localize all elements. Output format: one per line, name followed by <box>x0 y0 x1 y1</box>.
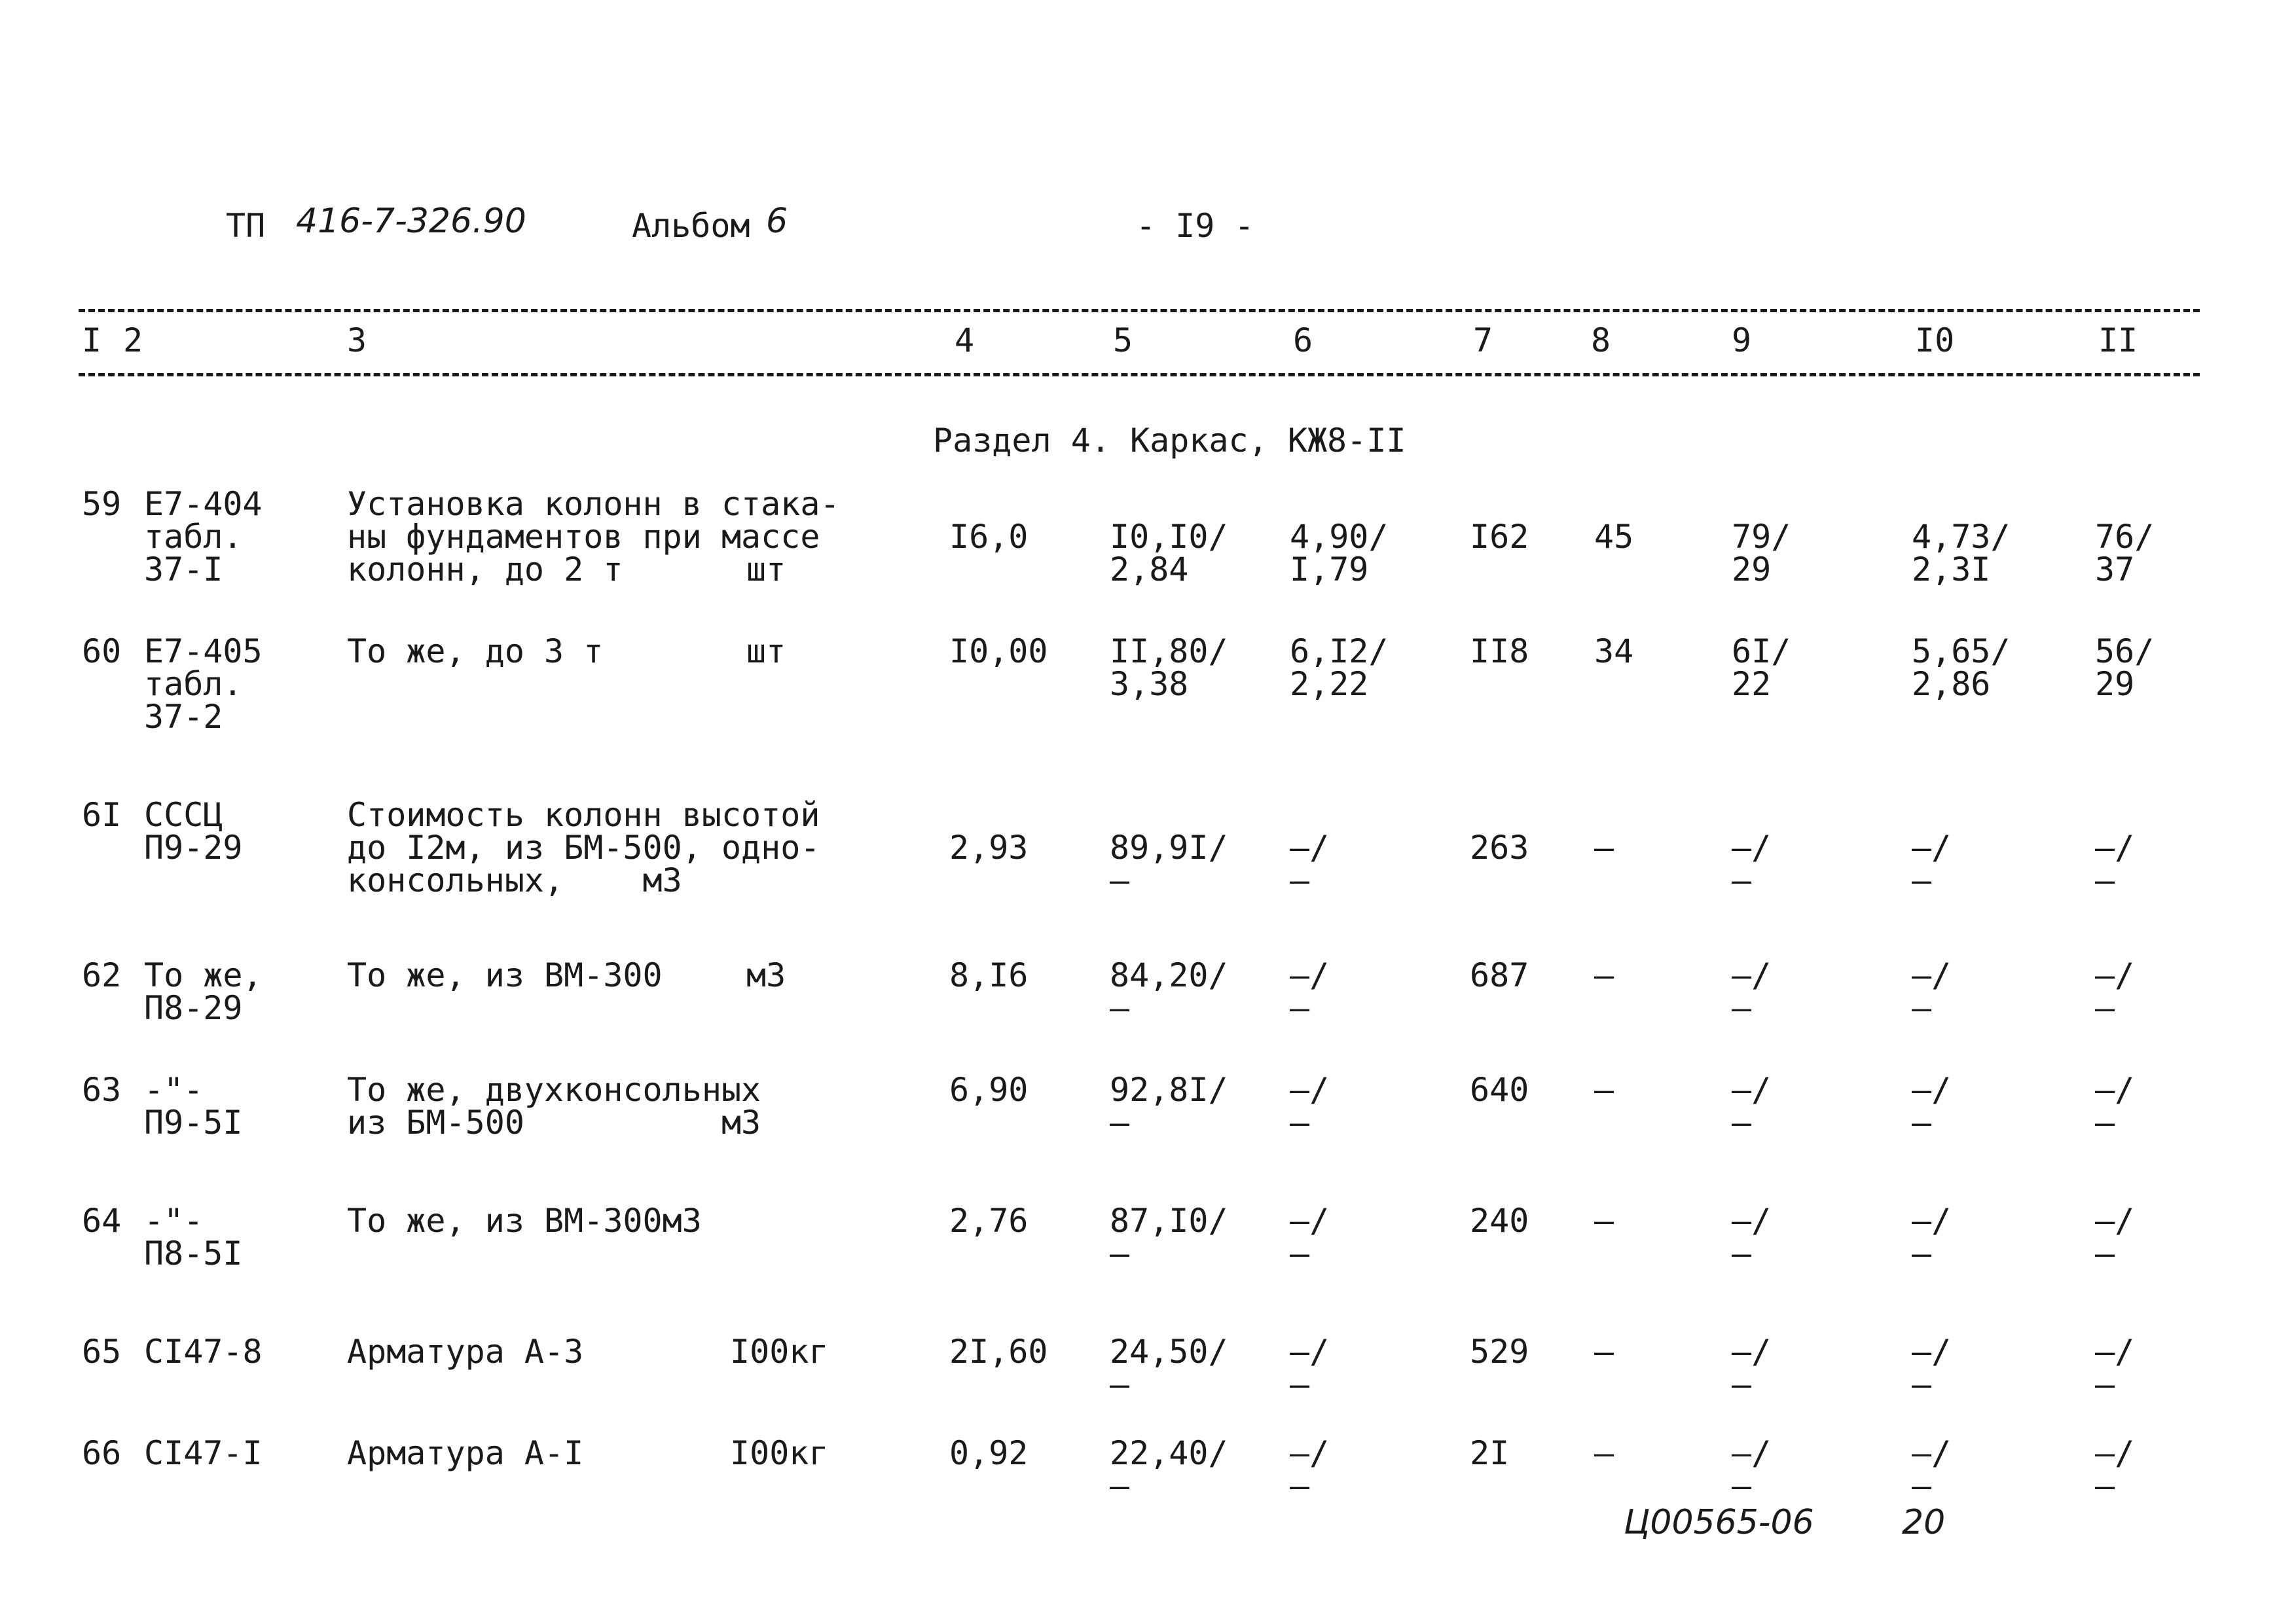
col-header-5: 5 <box>1113 321 1133 359</box>
row-col8: – <box>1594 1333 1614 1371</box>
row-col7: II8 <box>1470 632 1529 670</box>
row-code-line: СССЦ <box>144 796 223 834</box>
row-col9 <box>1732 956 1772 1027</box>
row-col11 <box>2095 831 2134 897</box>
row-col5-numerator: II,80/ <box>1110 632 1228 670</box>
row-col11 <box>2095 1071 2135 1142</box>
row-col11-numerator: –/ <box>2095 829 2135 867</box>
row-col11-numerator: –/ <box>2095 1434 2135 1472</box>
row-quantity: I6,0 <box>949 518 1029 556</box>
row-code-line: Е7-404 <box>144 485 263 523</box>
row-col7: 2I <box>1470 1434 1510 1472</box>
row-col11-denominator: – <box>2095 861 2115 899</box>
row-code-line: То же, <box>144 956 263 994</box>
row-description-line: То же, до 3 т <box>347 632 604 670</box>
row-col5-denominator: – <box>1110 1104 1130 1142</box>
row-col9-numerator: 79/ <box>1732 518 1791 556</box>
row-col10-denominator: – <box>1912 1365 1932 1403</box>
row-col10-numerator: 4,73/ <box>1912 518 2011 556</box>
row-col11-denominator: 29 <box>2095 665 2135 703</box>
row-col5-numerator: I0,I0/ <box>1110 518 1228 556</box>
col-header-8: 8 <box>1591 321 1611 359</box>
row-col9 <box>1732 1335 1771 1401</box>
row-col6-numerator: –/ <box>1290 1202 1330 1240</box>
row-col9-denominator: 29 <box>1732 550 1772 588</box>
row-unit: I00кг <box>730 1333 829 1371</box>
row-description <box>347 796 820 899</box>
row-col9-denominator: – <box>1732 1104 1752 1142</box>
row-col11-numerator: –/ <box>2095 1071 2135 1109</box>
col-header-1: I <box>82 321 102 359</box>
row-unit: м3 <box>746 956 786 994</box>
row-col8: – <box>1594 1434 1614 1472</box>
row-col5 <box>1110 831 1228 897</box>
row-col6 <box>1290 1434 1330 1505</box>
row-col7: I62 <box>1470 518 1529 556</box>
row-col11-numerator: –/ <box>2095 1202 2135 1240</box>
col-header-11: II <box>2098 321 2138 359</box>
row-col8: – <box>1594 1071 1614 1109</box>
row-col9-numerator: –/ <box>1732 1071 1772 1109</box>
row-col10 <box>1912 956 1952 1027</box>
sheet-number: 20 <box>1902 1503 1946 1542</box>
row-col5-denominator: – <box>1110 1235 1130 1272</box>
row-col10-denominator: – <box>1912 861 1932 899</box>
row-col6-denominator: – <box>1290 1104 1310 1142</box>
row-quantity: 2,76 <box>949 1202 1029 1240</box>
row-col10 <box>1912 632 2011 703</box>
row-col10-numerator: 5,65/ <box>1912 632 2011 670</box>
row-col9-numerator: –/ <box>1732 956 1772 994</box>
row-col6-denominator: – <box>1290 1365 1310 1403</box>
row-col10-numerator: –/ <box>1912 1333 1952 1371</box>
row-col9-numerator: 6I/ <box>1732 632 1791 670</box>
row-col6-denominator: – <box>1290 989 1310 1027</box>
row-col9 <box>1732 1071 1772 1142</box>
row-code-line: П8-29 <box>144 989 243 1027</box>
row-col11-numerator: –/ <box>2095 956 2135 994</box>
row-col11-denominator: 37 <box>2095 550 2135 588</box>
row-col10-numerator: –/ <box>1912 1202 1952 1240</box>
row-code <box>144 1071 243 1142</box>
row-col6-numerator: –/ <box>1290 1333 1330 1371</box>
row-code-line: 37-2 <box>144 698 223 736</box>
row-col9-numerator: –/ <box>1732 829 1772 867</box>
row-number: 65 <box>82 1333 122 1371</box>
row-col7: 240 <box>1470 1202 1529 1240</box>
row-description-line: колонн, до 2 т <box>347 550 623 588</box>
row-col6 <box>1290 831 1329 897</box>
row-col9-numerator: –/ <box>1732 1202 1772 1240</box>
row-col8: – <box>1594 829 1614 867</box>
row-col11 <box>2095 1204 2134 1270</box>
row-col6 <box>1290 520 1389 586</box>
row-col11-denominator: – <box>2095 989 2115 1027</box>
row-col10-numerator: –/ <box>1912 956 1952 994</box>
row-col5-numerator: 92,8I/ <box>1110 1071 1228 1109</box>
row-col8: – <box>1594 1202 1614 1240</box>
row-code <box>144 796 243 867</box>
row-col11-numerator: 56/ <box>2095 632 2155 670</box>
row-col5-numerator: 89,9I/ <box>1110 829 1228 867</box>
row-col9-denominator: – <box>1732 989 1752 1027</box>
row-col9-numerator: –/ <box>1732 1434 1772 1472</box>
col-header-9: 9 <box>1732 321 1752 359</box>
row-description <box>347 956 663 994</box>
row-description-line: из БМ-500 м3 <box>347 1104 761 1142</box>
row-col11 <box>2095 1335 2134 1401</box>
row-col6-denominator: I,79 <box>1290 550 1369 588</box>
row-quantity: 0,92 <box>949 1434 1029 1472</box>
row-col10-denominator: – <box>1912 989 1932 1027</box>
row-col8: – <box>1594 956 1614 994</box>
row-col5-denominator: 2,84 <box>1110 550 1189 588</box>
col-header-6: 6 <box>1293 321 1313 359</box>
row-col10-numerator: –/ <box>1912 829 1952 867</box>
row-col9-numerator: –/ <box>1732 1333 1772 1371</box>
row-number: 63 <box>82 1071 122 1109</box>
row-description <box>347 1202 702 1240</box>
row-col9 <box>1732 1204 1771 1270</box>
row-code <box>144 1434 263 1472</box>
row-col11 <box>2095 632 2155 703</box>
row-col6 <box>1290 1335 1329 1401</box>
row-col11 <box>2095 956 2135 1027</box>
row-col10-denominator: – <box>1912 1467 1932 1505</box>
row-col5 <box>1110 632 1228 703</box>
row-col9-denominator: – <box>1732 1235 1752 1272</box>
row-quantity: 2,93 <box>949 829 1029 867</box>
row-col11-denominator: – <box>2095 1104 2115 1142</box>
row-col10-numerator: –/ <box>1912 1434 1952 1472</box>
row-col5 <box>1110 956 1228 1027</box>
section-title: Раздел 4. Каркас, КЖ8-II <box>933 422 1406 460</box>
row-code-line: табл. <box>144 518 243 556</box>
col-header-10: I0 <box>1915 321 1955 359</box>
row-description <box>347 632 604 670</box>
row-col6-numerator: –/ <box>1290 1071 1330 1109</box>
row-quantity: 8,I6 <box>949 956 1029 994</box>
row-col10-numerator: –/ <box>1912 1071 1952 1109</box>
row-col7: 687 <box>1470 956 1529 994</box>
row-col9-denominator: 22 <box>1732 665 1772 703</box>
row-col5 <box>1110 1071 1228 1142</box>
row-quantity: I0,00 <box>949 632 1048 670</box>
row-description-line: То же, из ВМ-300м3 <box>347 1202 702 1240</box>
row-description <box>347 1333 584 1371</box>
row-code-line: П9-5I <box>144 1104 243 1142</box>
row-description-line: до I2м, из БМ-500, одно- <box>347 829 820 867</box>
row-col9-denominator: – <box>1732 861 1752 899</box>
row-col6 <box>1290 1071 1330 1142</box>
row-unit: шт <box>746 632 786 670</box>
row-col10-denominator: – <box>1912 1235 1932 1272</box>
row-col7: 529 <box>1470 1333 1529 1371</box>
row-number: 59 <box>82 485 122 523</box>
row-col7: 640 <box>1470 1071 1529 1109</box>
row-col7: 263 <box>1470 829 1529 867</box>
row-col5-denominator: – <box>1110 1365 1130 1403</box>
row-col5 <box>1110 1434 1228 1505</box>
row-col6-denominator: 2,22 <box>1290 665 1369 703</box>
row-code <box>144 485 263 588</box>
row-col10 <box>1912 1434 1952 1505</box>
col-header-4: 4 <box>955 321 975 359</box>
row-unit: шт <box>746 550 786 588</box>
row-number: 60 <box>82 632 122 670</box>
row-col5-numerator: 24,50/ <box>1110 1333 1228 1371</box>
row-col10 <box>1912 1335 1951 1401</box>
tp-label: ТП <box>226 207 266 245</box>
row-col9 <box>1732 1434 1772 1505</box>
row-col10-denominator: 2,3I <box>1912 550 1991 588</box>
row-col6-numerator: –/ <box>1290 1434 1330 1472</box>
row-col10-denominator: 2,86 <box>1912 665 1991 703</box>
row-code-line: -"- <box>144 1071 204 1109</box>
row-col6-denominator: – <box>1290 1235 1310 1272</box>
row-col11 <box>2095 520 2154 586</box>
row-col5 <box>1110 520 1228 586</box>
row-col6-numerator: –/ <box>1290 829 1330 867</box>
row-col5-numerator: 22,40/ <box>1110 1434 1228 1472</box>
row-col6-denominator: – <box>1290 861 1310 899</box>
page-number: - I9 - <box>1136 207 1254 245</box>
row-col11-numerator: –/ <box>2095 1333 2135 1371</box>
row-description-line: Арматура А-3 <box>347 1333 584 1371</box>
row-description-line: Стоимость колонн высотой <box>347 796 820 834</box>
row-number: 66 <box>82 1434 122 1472</box>
row-col11-denominator: – <box>2095 1467 2115 1505</box>
row-number: 6I <box>82 796 122 834</box>
row-col10 <box>1912 831 1951 897</box>
album-number: 6 <box>766 202 788 241</box>
row-col5-denominator: – <box>1110 861 1130 899</box>
row-col8: 45 <box>1594 518 1634 556</box>
row-number: 64 <box>82 1202 122 1240</box>
row-col8: 34 <box>1594 632 1634 670</box>
row-col5 <box>1110 1335 1228 1401</box>
row-description-line: То же, из ВМ-300 <box>347 956 663 994</box>
row-description-line: То же, двухконсольных <box>347 1071 761 1109</box>
row-col6-denominator: – <box>1290 1467 1310 1505</box>
row-code <box>144 1204 243 1270</box>
stamp-code: Ц00565-06 <box>1624 1503 1814 1542</box>
col-header-3: 3 <box>347 321 367 359</box>
row-code-line: табл. <box>144 665 243 703</box>
row-col6 <box>1290 632 1389 703</box>
row-code-line: -"- <box>144 1202 204 1240</box>
row-description-line: консольных, м3 <box>347 861 682 899</box>
row-col9 <box>1732 520 1791 586</box>
row-col9-denominator: – <box>1732 1467 1752 1505</box>
row-col6-numerator: 4,90/ <box>1290 518 1389 556</box>
row-col11-numerator: 76/ <box>2095 518 2155 556</box>
row-col10 <box>1912 1071 1952 1142</box>
row-quantity: 2I,60 <box>949 1333 1048 1371</box>
row-col5-denominator: – <box>1110 1467 1130 1505</box>
row-description <box>347 1071 761 1142</box>
row-col10 <box>1912 520 2011 586</box>
row-col5-numerator: 87,I0/ <box>1110 1202 1228 1240</box>
row-code-line: СI47-I <box>144 1434 263 1472</box>
row-code <box>144 632 263 736</box>
row-quantity: 6,90 <box>949 1071 1029 1109</box>
row-description-line: Арматура А-I <box>347 1434 584 1472</box>
row-code-line: 37-I <box>144 550 223 588</box>
row-col6-numerator: 6,I2/ <box>1290 632 1389 670</box>
row-code-line: П8-5I <box>144 1235 243 1272</box>
row-number: 62 <box>82 956 122 994</box>
row-col9 <box>1732 831 1771 897</box>
row-description-line: ны фундаментов при массе <box>347 518 820 556</box>
row-description-line: Установка колонн в стака- <box>347 485 840 523</box>
row-col6 <box>1290 1204 1329 1270</box>
col-header-2: 2 <box>123 321 143 359</box>
row-col11-denominator: – <box>2095 1365 2115 1403</box>
row-col11-denominator: – <box>2095 1235 2115 1272</box>
row-code <box>144 956 263 1027</box>
row-code-line: Е7-405 <box>144 632 263 670</box>
row-col11 <box>2095 1434 2135 1505</box>
row-col6-numerator: –/ <box>1290 956 1330 994</box>
row-col5 <box>1110 1204 1228 1270</box>
doc-number: 416-7-326.90 <box>296 202 526 241</box>
header-bottom-rule <box>79 373 2200 376</box>
row-col10 <box>1912 1204 1951 1270</box>
row-code <box>144 1333 263 1371</box>
row-col9 <box>1732 632 1791 703</box>
row-code-line: СI47-8 <box>144 1333 263 1371</box>
row-description <box>347 1434 584 1472</box>
row-col10-denominator: – <box>1912 1104 1932 1142</box>
row-col6 <box>1290 956 1330 1027</box>
row-col5-numerator: 84,20/ <box>1110 956 1228 994</box>
row-code-line: П9-29 <box>144 829 243 867</box>
col-header-7: 7 <box>1473 321 1493 359</box>
header-top-rule <box>79 309 2200 312</box>
row-unit: I00кг <box>730 1434 829 1472</box>
album-label: Альбом <box>632 207 750 245</box>
row-col9-denominator: – <box>1732 1365 1752 1403</box>
row-col5-denominator: 3,38 <box>1110 665 1189 703</box>
row-col5-denominator: – <box>1110 989 1130 1027</box>
